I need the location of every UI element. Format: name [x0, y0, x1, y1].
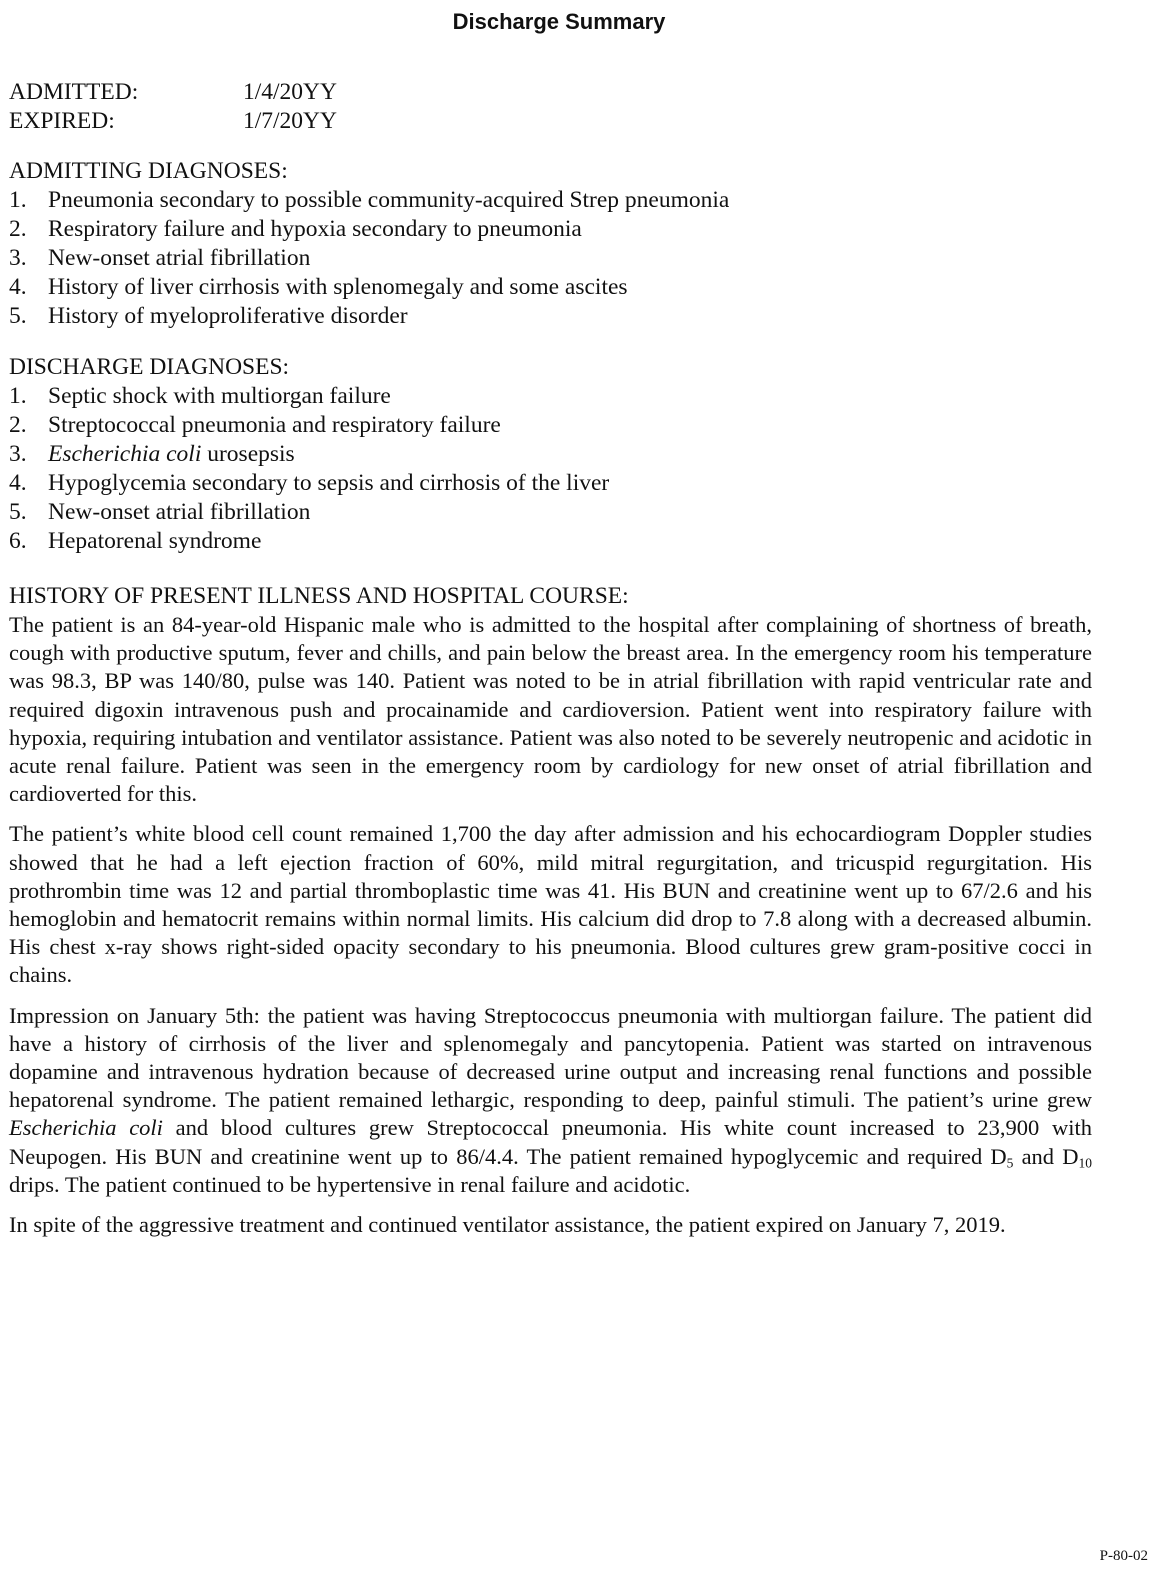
admitting-diagnoses-section	[9, 157, 1092, 331]
expired-value: 1/7/20YY	[243, 108, 337, 134]
item-number: 5.	[9, 499, 27, 525]
list-item	[9, 273, 1092, 302]
list-item	[9, 469, 1092, 498]
item-number: 3.	[9, 441, 27, 467]
para3-subscript-2: 10	[1078, 1155, 1092, 1171]
document-title: Discharge Summary	[452, 9, 666, 34]
list-item	[9, 382, 1092, 411]
hpi-section	[9, 582, 1092, 1251]
item-text: Septic shock with multiorgan failure	[48, 383, 391, 409]
list-item	[9, 411, 1092, 440]
item-number: 1.	[9, 383, 27, 409]
para3-text-c: and D	[1013, 1143, 1079, 1169]
admitting-diagnoses-heading: ADMITTING DIAGNOSES:	[9, 158, 288, 184]
expired-label: EXPIRED:	[9, 108, 115, 134]
para3-text-d: drips. The patient continued to be hypertensive in renal failure and acidotic.	[9, 1171, 691, 1197]
item-number: 3.	[9, 245, 27, 271]
discharge-diagnoses-list	[9, 382, 1092, 556]
para3-italic-organism: Escherichia coli	[9, 1115, 163, 1141]
item-text: Pneumonia secondary to possible community-acquired Strep pneumonia	[48, 187, 730, 213]
item-number: 4.	[9, 470, 27, 496]
para3-subscript-1: 5	[1006, 1155, 1014, 1171]
item-text: Streptococcal pneumonia and respiratory failure	[48, 412, 501, 438]
admitted-label: ADMITTED:	[9, 79, 139, 105]
item-text: New-onset atrial fibrillation	[48, 499, 311, 525]
hpi-paragraph-3	[9, 1002, 1092, 1199]
discharge-diagnoses-heading: DISCHARGE DIAGNOSES:	[9, 354, 290, 380]
hpi-paragraph-4: In spite of the aggressive treatment and continued ventilator assistance, the patient expired on January 7, 2019.	[9, 1212, 1006, 1238]
admitted-row	[9, 78, 337, 107]
hpi-paragraph-1: The patient is an 84-year-old Hispanic male who is admitted to the hospital after complaining of shortness of breath, cough with productive sputum, fever and chills, and pain below the breast area. In the emergency room his temperature was 98.3, BP was 140/80, pulse was 140. Patient was noted to be in atrial fibrillation with rapid ventricular rate and required digoxin intravenous push and procainamide and cardioversion. Patient went into respiratory failure with hypoxia, requiring intubation and ventilator assistance. Patient was also noted to be severely neutropenic and acidotic in acute renal failure. Patient was seen in the emergency room by cardiology for new onset of atrial fibrillation and cardioverted for this.	[9, 612, 1092, 807]
admitting-diagnoses-list	[9, 186, 1092, 331]
item-italic-organism: Escherichia coli	[48, 441, 202, 467]
list-item	[9, 527, 1092, 556]
para3-text-b: and blood cultures grew Streptococcal pneumonia. His white count increased to 23,900 with Neupogen. His BUN and creatinine went up to 86/4.4. The patient remained hypoglycemic and required D	[9, 1115, 1092, 1169]
list-item	[9, 440, 1092, 469]
list-item	[9, 244, 1092, 273]
item-number: 5.	[9, 303, 27, 329]
item-number: 1.	[9, 187, 27, 213]
item-text: Respiratory failure and hypoxia secondary to pneumonia	[48, 216, 582, 242]
item-text: New-onset atrial fibrillation	[48, 245, 311, 271]
item-text: History of myeloproliferative disorder	[48, 303, 408, 329]
item-number: 2.	[9, 412, 27, 438]
para3-text-a: Impression on January 5th: the patient was having Streptococcus pneumonia with multiorgan failure. The patient did have a history of cirrhosis of the liver and splenomegaly and pancytopenia. Patient was started on intravenous dopamine and intravenous hydration because of decreased urine output and increasing renal functions and possible hepatorenal syndrome. The patient remained lethargic, responding to deep, painful stimuli. The patient’s urine grew	[9, 1002, 1092, 1113]
list-item	[9, 302, 1092, 331]
list-item	[9, 498, 1092, 527]
item-number: 4.	[9, 274, 27, 300]
item-number: 6.	[9, 528, 27, 554]
item-text: History of liver cirrhosis with splenomegaly and some ascites	[48, 274, 628, 300]
item-text: urosepsis	[201, 441, 295, 467]
list-item	[9, 186, 1092, 215]
list-item	[9, 215, 1092, 244]
form-code: P-80-02	[1099, 1548, 1148, 1564]
item-number: 2.	[9, 216, 27, 242]
dates-block	[9, 78, 337, 136]
discharge-diagnoses-section	[9, 353, 1092, 556]
expired-row	[9, 107, 337, 136]
admitted-value: 1/4/20YY	[243, 79, 337, 105]
hpi-paragraph-2: The patient’s white blood cell count remained 1,700 the day after admission and his echocardiogram Doppler studies showed that he had a left ejection fraction of 60%, mild mitral regurgitation, and tricuspid regurgitation. His prothrombin time was 12 and partial thromboplastic time was 41. His BUN and creatinine went up to 67/2.6 and his hemoglobin and hematocrit remains within normal limits. His calcium did drop to 7.8 along with a decreased albumin. His chest x-ray shows right-sided opacity secondary to his pneumonia. Blood cultures grew gram-positive cocci in chains.	[9, 821, 1092, 988]
hpi-heading: HISTORY OF PRESENT ILLNESS AND HOSPITAL COURSE:	[9, 583, 629, 609]
item-text: Hypoglycemia secondary to sepsis and cirrhosis of the liver	[48, 470, 610, 496]
item-text: Hepatorenal syndrome	[48, 528, 262, 554]
